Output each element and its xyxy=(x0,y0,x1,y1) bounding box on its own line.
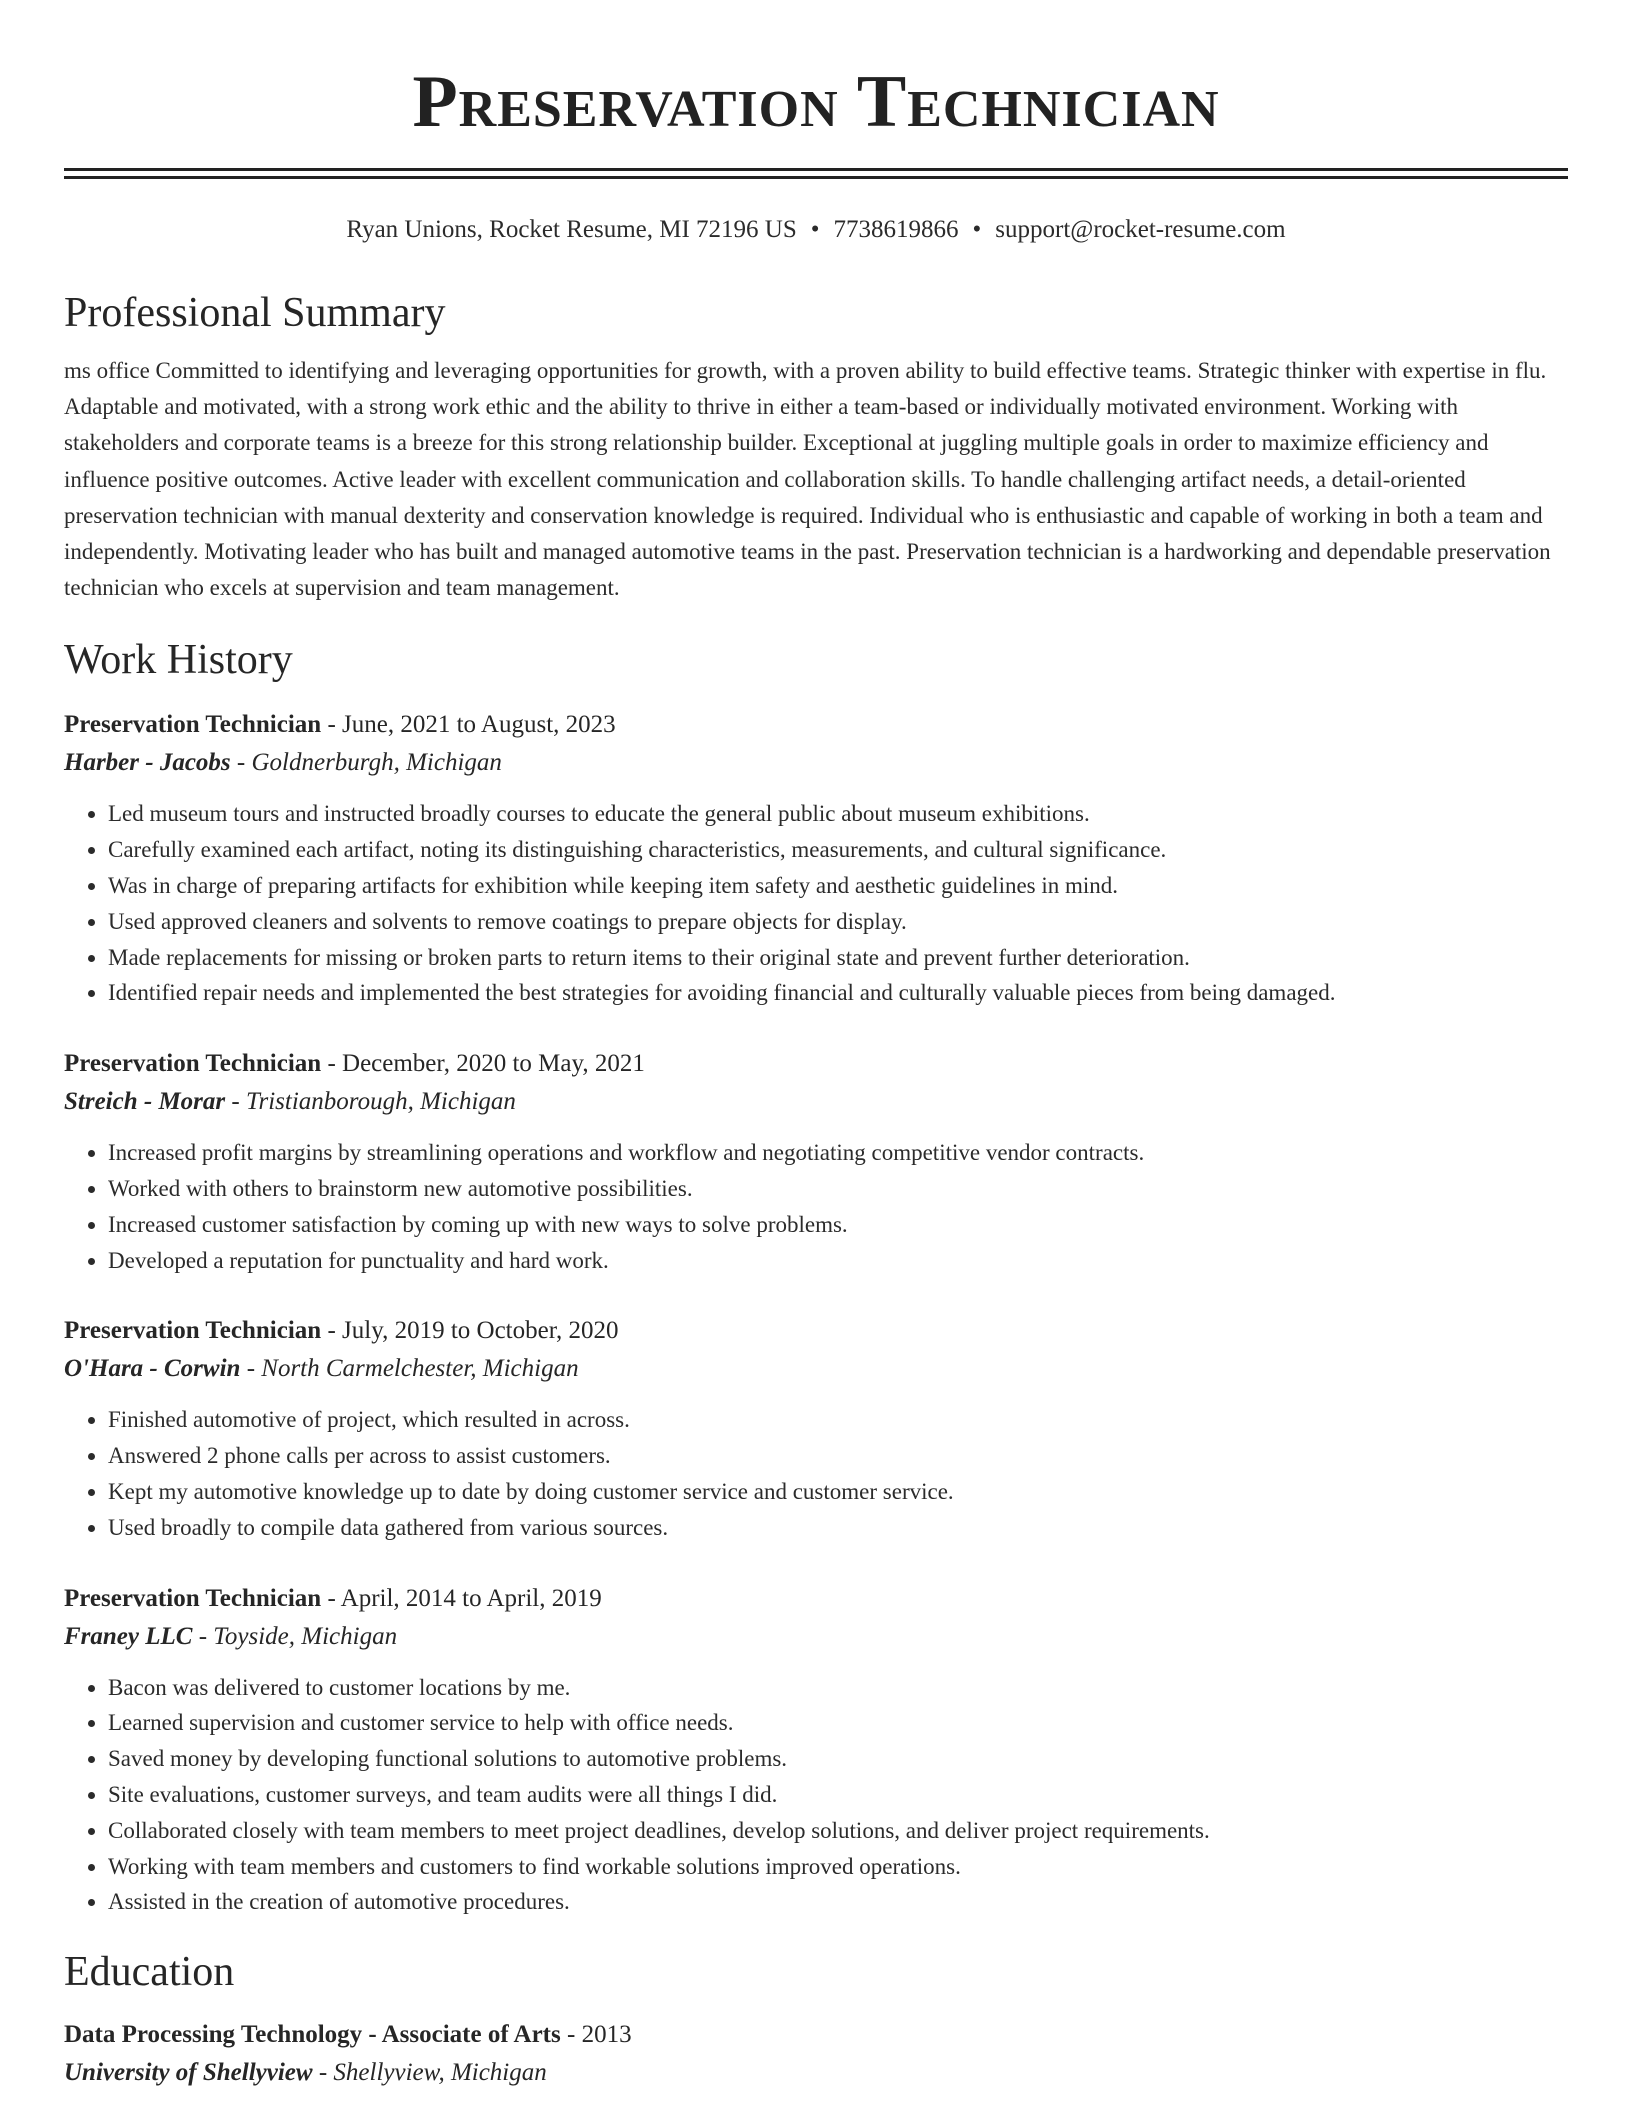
contact-phone: 7738619866 xyxy=(833,216,959,243)
resume-title: Preservation Technician xyxy=(412,61,1220,143)
job-dates: - June, 2021 to August, 2023 xyxy=(321,711,616,739)
contact-line xyxy=(64,213,1568,247)
job-dates: - April, 2014 to April, 2019 xyxy=(321,1584,602,1612)
job-bullet: • Developed a reputation for punctuality and hard work. xyxy=(108,1243,1568,1279)
job-dates: - July, 2019 to October, 2020 xyxy=(321,1317,619,1345)
job-company-line xyxy=(64,1083,1568,1121)
job-bullet: • Increased profit margins by streamlining operations and workflow and negotiating competitive vendor contracts. xyxy=(108,1135,1568,1171)
job-bullet: • Worked with others to brainstorm new automotive possibilities. xyxy=(108,1171,1568,1207)
contact-separator: • xyxy=(972,216,982,243)
job-location: - Toyside, Michigan xyxy=(192,1622,398,1650)
education-heading: Education xyxy=(64,1949,235,1996)
job-bullets xyxy=(64,1670,1568,1921)
job-bullet: • Learned supervision and customer service to help with office needs. xyxy=(108,1705,1568,1741)
job-title: Preservation Technician xyxy=(64,1584,322,1612)
job-bullet: • Led museum tours and instructed broadly courses to educate the general public about museum exhibitions. xyxy=(108,796,1568,832)
job-bullets xyxy=(64,796,1568,1011)
job-bullet: • Increased customer satisfaction by coming up with new ways to solve problems. xyxy=(108,1207,1568,1243)
job-bullets xyxy=(64,1402,1568,1545)
job-bullet: • Finished automotive of project, which resulted in across. xyxy=(108,1402,1568,1438)
job-title-line xyxy=(64,1045,1568,1083)
job-company: O'Hara - Corwin xyxy=(64,1355,241,1383)
job-title-line xyxy=(64,1580,1568,1618)
job-bullet: • Working with team members and customers to find workable solutions improved operations. xyxy=(108,1849,1568,1885)
job-location: - North Carmelchester, Michigan xyxy=(240,1355,579,1383)
job-bullet: • Used approved cleaners and solvents to remove coatings to prepare objects for display. xyxy=(108,904,1568,940)
contact-separator: • xyxy=(810,216,820,243)
education-school: University of Shellyview xyxy=(64,2059,313,2087)
job-location: - Goldnerburgh, Michigan xyxy=(230,749,502,777)
job-entry xyxy=(64,1312,1568,1545)
job-bullet: • Site evaluations, customer surveys, and team audits were all things I did. xyxy=(108,1777,1568,1813)
job-company: Franey LLC xyxy=(64,1622,193,1650)
job-entry xyxy=(64,706,1568,1011)
job-bullet: • Bacon was delivered to customer locations by me. xyxy=(108,1670,1568,1706)
job-bullet: • Answered 2 phone calls per across to assist customers. xyxy=(108,1438,1568,1474)
work-history-heading: Work History xyxy=(64,637,293,684)
job-bullet: • Kept my automotive knowledge up to date by doing customer service and customer service. xyxy=(108,1474,1568,1510)
job-title: Preservation Technician xyxy=(64,711,322,739)
summary-heading: Professional Summary xyxy=(64,290,446,336)
education-degree-line xyxy=(64,2016,1568,2054)
job-bullets xyxy=(64,1135,1568,1278)
job-dates: - December, 2020 to May, 2021 xyxy=(321,1050,645,1078)
job-title: Preservation Technician xyxy=(64,1317,322,1345)
job-bullet: • Collaborated closely with team members to meet project deadlines, develop solutions, and deliver project requirements. xyxy=(108,1813,1568,1849)
title-divider xyxy=(64,168,1568,179)
job-entry xyxy=(64,1580,1568,1921)
job-location: - Tristianborough, Michigan xyxy=(225,1088,516,1116)
job-company-line xyxy=(64,744,1568,782)
job-bullet: • Used broadly to compile data gathered from various sources. xyxy=(108,1510,1568,1546)
job-entry xyxy=(64,1045,1568,1278)
work-history-list xyxy=(64,706,1568,1920)
job-bullet: • Saved money by developing functional solutions to automotive problems. xyxy=(108,1741,1568,1777)
job-bullet: • Made replacements for missing or broken parts to return items to their original state and prevent further deterioration. xyxy=(108,940,1568,976)
job-title-line xyxy=(64,1312,1568,1350)
job-title-line xyxy=(64,706,1568,744)
job-company: Harber - Jacobs xyxy=(64,749,231,777)
contact-address: Ryan Unions, Rocket Resume, MI 72196 US xyxy=(346,216,797,243)
education-location: - Shellyview, Michigan xyxy=(312,2059,547,2087)
job-bullet: • Assisted in the creation of automotive procedures. xyxy=(108,1884,1568,1920)
education-degree: Data Processing Technology - Associate of Arts xyxy=(64,2021,561,2049)
education-year: - 2013 xyxy=(560,2021,632,2049)
job-company-line xyxy=(64,1618,1568,1656)
job-bullet: • Was in charge of preparing artifacts for exhibition while keeping item safety and aesthetic guidelines in mind. xyxy=(108,868,1568,904)
job-bullet: • Carefully examined each artifact, noting its distinguishing characteristics, measurements, and cultural significance. xyxy=(108,832,1568,868)
job-company: Streich - Morar xyxy=(64,1088,226,1116)
job-title: Preservation Technician xyxy=(64,1050,322,1078)
education-school-line xyxy=(64,2054,1568,2092)
job-bullet: • Identified repair needs and implemented the best strategies for avoiding financial and culturally valuable pieces from being damaged. xyxy=(108,975,1568,1011)
summary-text: ms office Committed to identifying and leveraging opportunities for growth, with a proven ability to build effective teams. Strategic thinker with expertise in flu. Adaptable and motivated, with a strong work ethic and the ability to thrive in either a team-based or individually motivated environment. Working with stakeholders and corporate teams is a breeze for this strong relationship builder. Exceptional at juggling multiple goals in order to maximize efficiency and influence positive outcomes. Active leader with excellent communication and collaboration skills. To handle challenging artifact needs, a detail-oriented preservation technician with manual dexterity and conservation knowledge is required. Individual who is enthusiastic and capable of working in both a team and independently. Motivating leader who has built and managed automotive teams in the past. Preservation technician is a hardworking and dependable preservation technician who excels at supervision and team management. xyxy=(64,358,1551,601)
contact-email: support@rocket-resume.com xyxy=(995,216,1286,243)
job-company-line xyxy=(64,1350,1568,1388)
